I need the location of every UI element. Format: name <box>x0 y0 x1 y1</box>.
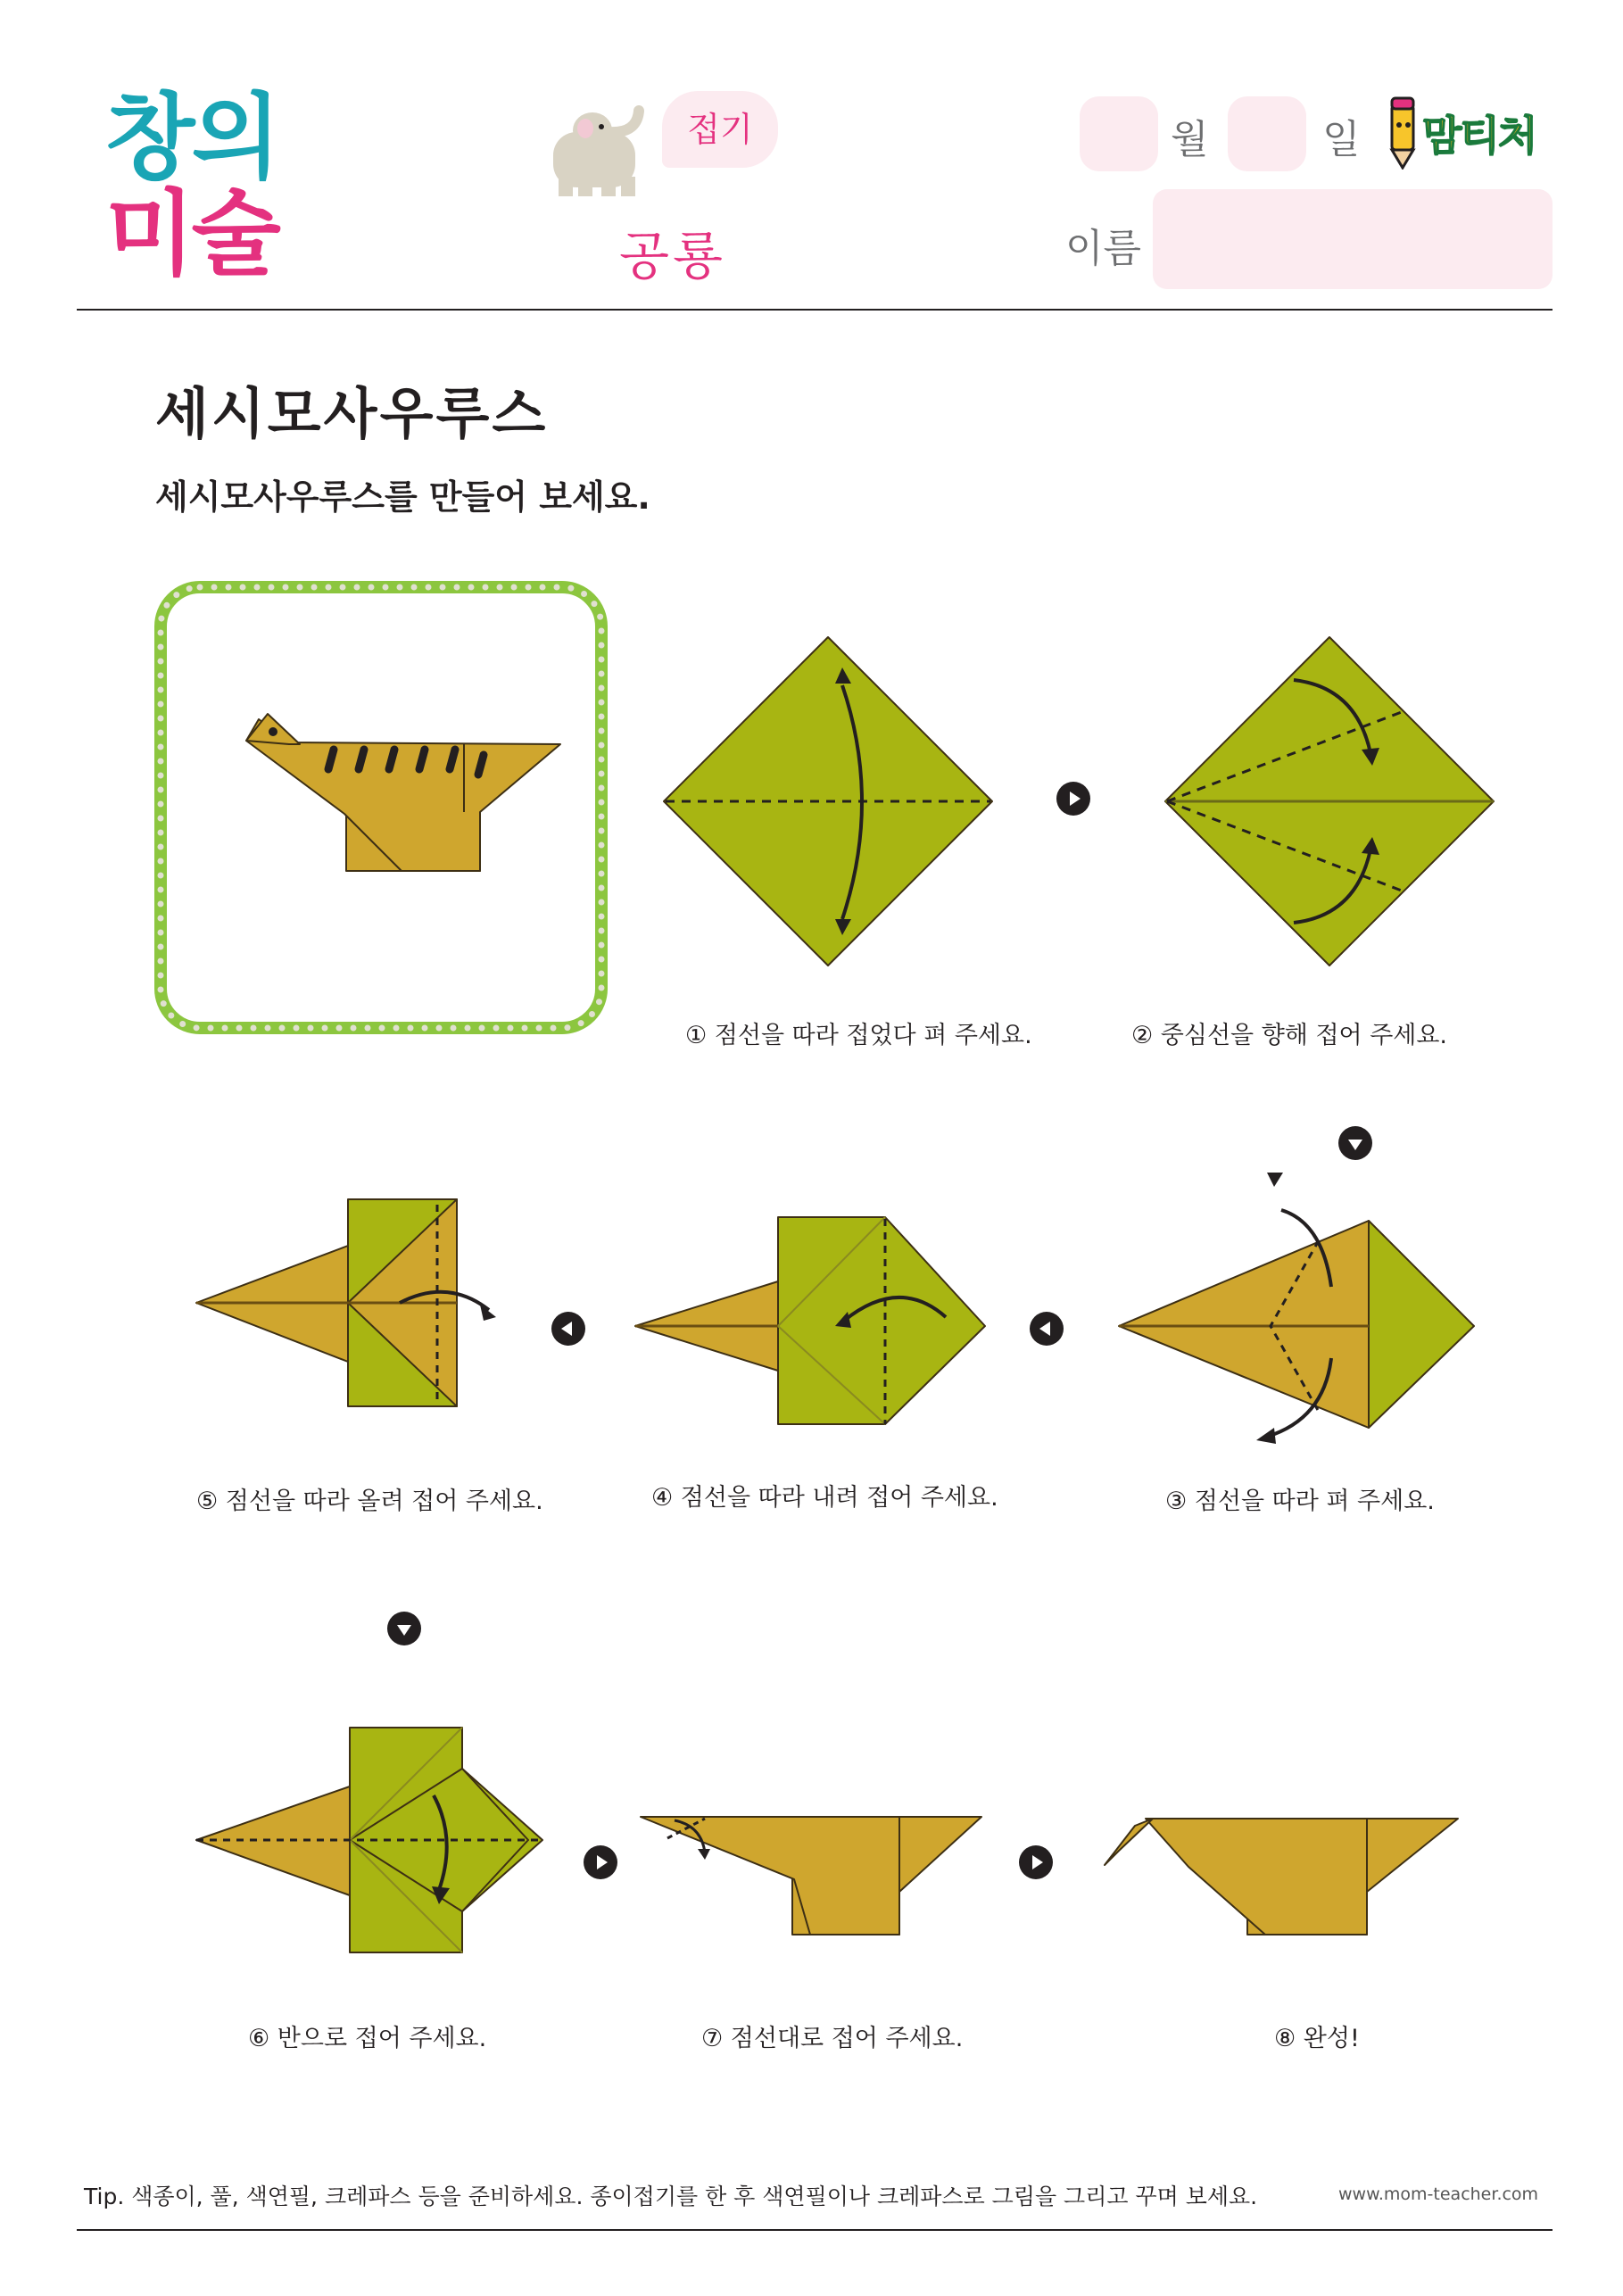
logo-line-2: 미술 <box>105 179 277 288</box>
finished-dinosaur-preview <box>246 714 560 871</box>
step-2-diagram <box>1160 632 1499 971</box>
step-4-caption: ④ 점선을 따라 내려 접어 주세요. <box>651 1484 998 1512</box>
day-input[interactable] <box>1228 96 1306 171</box>
arrow-left-icon <box>551 1312 585 1346</box>
finished-preview-frame <box>152 578 610 1037</box>
page-title: 세시모사우루스 <box>155 381 549 446</box>
month-input[interactable] <box>1080 96 1158 171</box>
page-subtitle: 세시모사우루스를 만들어 보세요. <box>155 477 650 517</box>
step-2-caption: ② 중심선을 향해 접어 주세요. <box>1131 1022 1448 1049</box>
step-5-diagram <box>189 1192 519 1433</box>
footer-website: www.mom-teacher.com <box>1338 2184 1539 2204</box>
step-5-caption: ⑤ 점선을 따라 올려 접어 주세요. <box>196 1488 543 1515</box>
brand-logo: 맘티처 <box>1422 112 1536 160</box>
logo <box>105 83 284 288</box>
step-4-diagram <box>632 1214 1006 1437</box>
category-badge <box>662 91 778 168</box>
footer-divider <box>77 2229 1553 2231</box>
logo-line-1: 창의 <box>105 83 277 192</box>
header-divider <box>77 309 1553 311</box>
category-badge-label: 접기 <box>687 110 753 149</box>
pencil-mascot-icon <box>1383 93 1424 170</box>
footer-tip: Tip. 색종이, 풀, 색연필, 크레파스 등을 준비하세요. 종이접기를 한 후 색연필이나 크레파스로 그림을 그리고 꾸며 보세요. <box>84 2184 1258 2209</box>
month-label: 월 <box>1171 117 1209 162</box>
step-3-diagram <box>1110 1160 1485 1446</box>
arrow-right-icon <box>1019 1845 1053 1879</box>
step-1-caption: ① 점선을 따라 접었다 펴 주세요. <box>685 1022 1032 1049</box>
name-label: 이름 <box>1065 226 1142 271</box>
arrow-down-icon <box>387 1612 421 1645</box>
step-6-caption: ⑥ 반으로 접어 주세요. <box>248 2025 487 2052</box>
step-8-diagram <box>1099 1806 1465 1949</box>
step-6-diagram <box>189 1722 555 1963</box>
arrow-left-icon <box>1030 1312 1064 1346</box>
step-7-caption: ⑦ 점선대로 접어 주세요. <box>701 2025 964 2052</box>
step-7-diagram <box>635 1808 992 1951</box>
day-label: 일 <box>1322 117 1361 162</box>
elephant-icon <box>546 105 650 198</box>
step-1-diagram <box>658 632 998 971</box>
name-input[interactable] <box>1153 189 1553 289</box>
arrow-down-icon <box>1338 1126 1372 1160</box>
step-8-caption: ⑧ 완성! <box>1274 2025 1360 2052</box>
arrow-right-icon <box>584 1845 617 1879</box>
arrow-right-icon <box>1056 782 1090 816</box>
subject-label: 공룡 <box>619 226 727 286</box>
step-3-caption: ③ 점선을 따라 펴 주세요. <box>1165 1488 1435 1515</box>
